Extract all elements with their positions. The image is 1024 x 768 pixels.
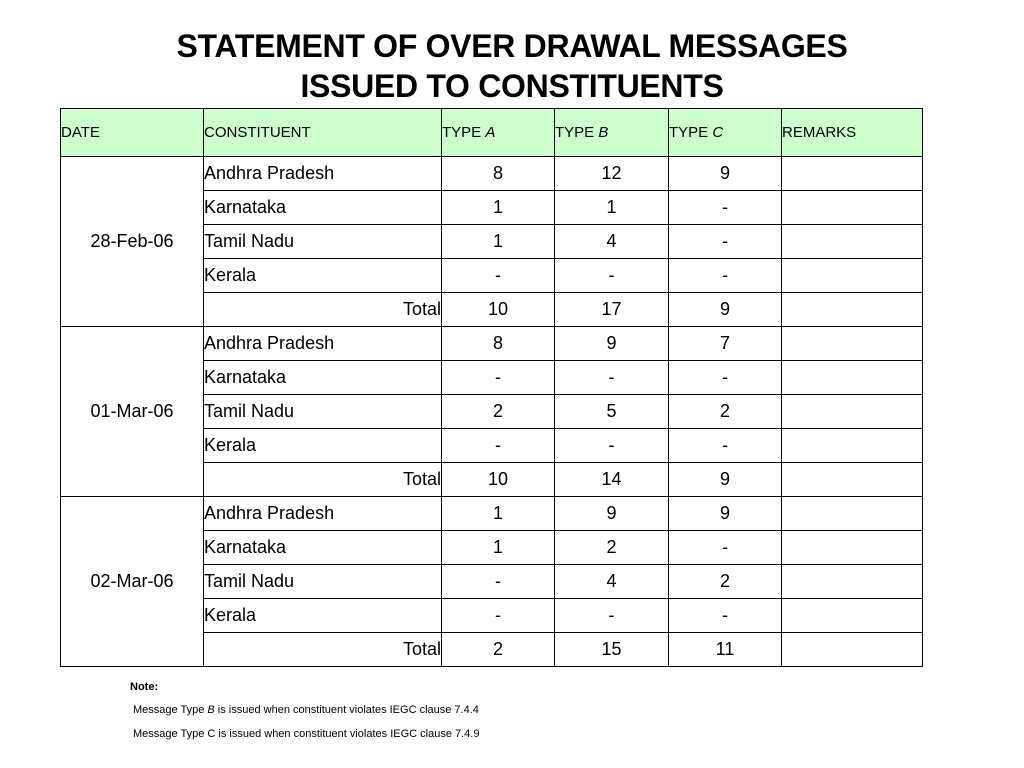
constituent-cell: Andhra Pradesh [204,497,442,531]
date-cell: 02-Mar-06 [61,497,204,667]
page-title [0,26,1024,106]
remarks-cell [782,293,923,327]
header-type-a-letter: A [485,124,496,141]
over-drawal-table [60,108,923,667]
constituent-cell: Kerala [204,429,442,463]
remarks-cell [782,191,923,225]
type-c-cell: 9 [669,497,782,531]
header-type-b-prefix: TYPE [555,124,595,141]
constituent-cell: Tamil Nadu [204,395,442,429]
type-b-cell: 9 [555,327,669,361]
header-constituent: CONSTITUENT [204,109,442,157]
type-a-cell: - [442,259,555,293]
type-a-cell: 1 [442,225,555,259]
constituent-cell: Karnataka [204,191,442,225]
total-type-b: 17 [555,293,669,327]
header-type-c-prefix: TYPE [669,124,709,141]
total-type-c: 9 [669,293,782,327]
total-type-b: 14 [555,463,669,497]
type-c-cell: - [669,599,782,633]
constituent-cell: Andhra Pradesh [204,157,442,191]
type-b-cell: 5 [555,395,669,429]
constituent-cell: Karnataka [204,361,442,395]
remarks-cell [782,225,923,259]
total-type-a: 2 [442,633,555,667]
remarks-cell [782,259,923,293]
title-line-2: ISSUED TO CONSTITUENTS [300,68,724,104]
total-label: Total [204,293,442,327]
type-b-cell: 1 [555,191,669,225]
total-type-a: 10 [442,293,555,327]
type-c-cell: - [669,191,782,225]
remarks-cell [782,429,923,463]
type-b-cell: - [555,259,669,293]
remarks-cell [782,531,923,565]
type-b-cell: 9 [555,497,669,531]
header-type-b-letter: B [598,124,609,141]
note-line-1-type: B [207,704,215,716]
total-type-c: 11 [669,633,782,667]
total-label: Total [204,633,442,667]
header-type-c [669,109,782,157]
type-a-cell: - [442,599,555,633]
remarks-cell [782,497,923,531]
note-heading: Note: [130,681,159,693]
total-type-c: 9 [669,463,782,497]
table-header-row [61,109,923,157]
table-row [61,157,923,191]
header-type-a [442,109,555,157]
type-a-cell: - [442,361,555,395]
type-c-cell: - [669,361,782,395]
remarks-cell [782,395,923,429]
constituent-cell: Tamil Nadu [204,565,442,599]
type-b-cell: - [555,361,669,395]
remarks-cell [782,361,923,395]
total-type-b: 15 [555,633,669,667]
type-c-cell: 9 [669,157,782,191]
type-c-cell: - [669,429,782,463]
remarks-cell [782,599,923,633]
remarks-cell [782,565,923,599]
constituent-cell: Karnataka [204,531,442,565]
type-a-cell: 8 [442,327,555,361]
remarks-cell [782,463,923,497]
remarks-cell [782,327,923,361]
type-a-cell: 2 [442,395,555,429]
table-row [61,327,923,361]
header-remarks: REMARKS [782,109,923,157]
type-b-cell: 4 [555,225,669,259]
type-a-cell: - [442,429,555,463]
type-b-cell: 2 [555,531,669,565]
header-type-c-letter: C [712,124,724,141]
note-line-type-c: Message Type C is issued when constituent violates IEGC clause 7.4.9 [133,728,480,740]
note-line-type-b [133,704,479,716]
total-type-a: 10 [442,463,555,497]
total-label: Total [204,463,442,497]
type-b-cell: 12 [555,157,669,191]
notes-section [130,680,480,740]
constituent-cell: Andhra Pradesh [204,327,442,361]
type-a-cell: - [442,565,555,599]
header-date: DATE [61,109,204,157]
type-c-cell: - [669,531,782,565]
type-c-cell: - [669,225,782,259]
constituent-cell: Kerala [204,599,442,633]
type-c-cell: 2 [669,395,782,429]
remarks-cell [782,157,923,191]
type-c-cell: - [669,259,782,293]
type-b-cell: - [555,599,669,633]
note-line-1-prefix: Message Type [133,704,208,716]
type-b-cell: 4 [555,565,669,599]
type-b-cell: - [555,429,669,463]
type-c-cell: 2 [669,565,782,599]
remarks-cell [782,633,923,667]
note-line-1-suffix: is issued when constituent violates IEGC clause 7.4.4 [214,704,479,716]
date-cell: 28-Feb-06 [61,157,204,327]
date-cell: 01-Mar-06 [61,327,204,497]
title-line-1: STATEMENT OF OVER DRAWAL MESSAGES [176,28,848,64]
header-type-b [555,109,669,157]
type-a-cell: 1 [442,497,555,531]
header-type-a-prefix: TYPE [442,124,482,141]
constituent-cell: Kerala [204,259,442,293]
type-c-cell: 7 [669,327,782,361]
constituent-cell: Tamil Nadu [204,225,442,259]
table-row [61,497,923,531]
type-a-cell: 1 [442,531,555,565]
type-a-cell: 1 [442,191,555,225]
type-a-cell: 8 [442,157,555,191]
